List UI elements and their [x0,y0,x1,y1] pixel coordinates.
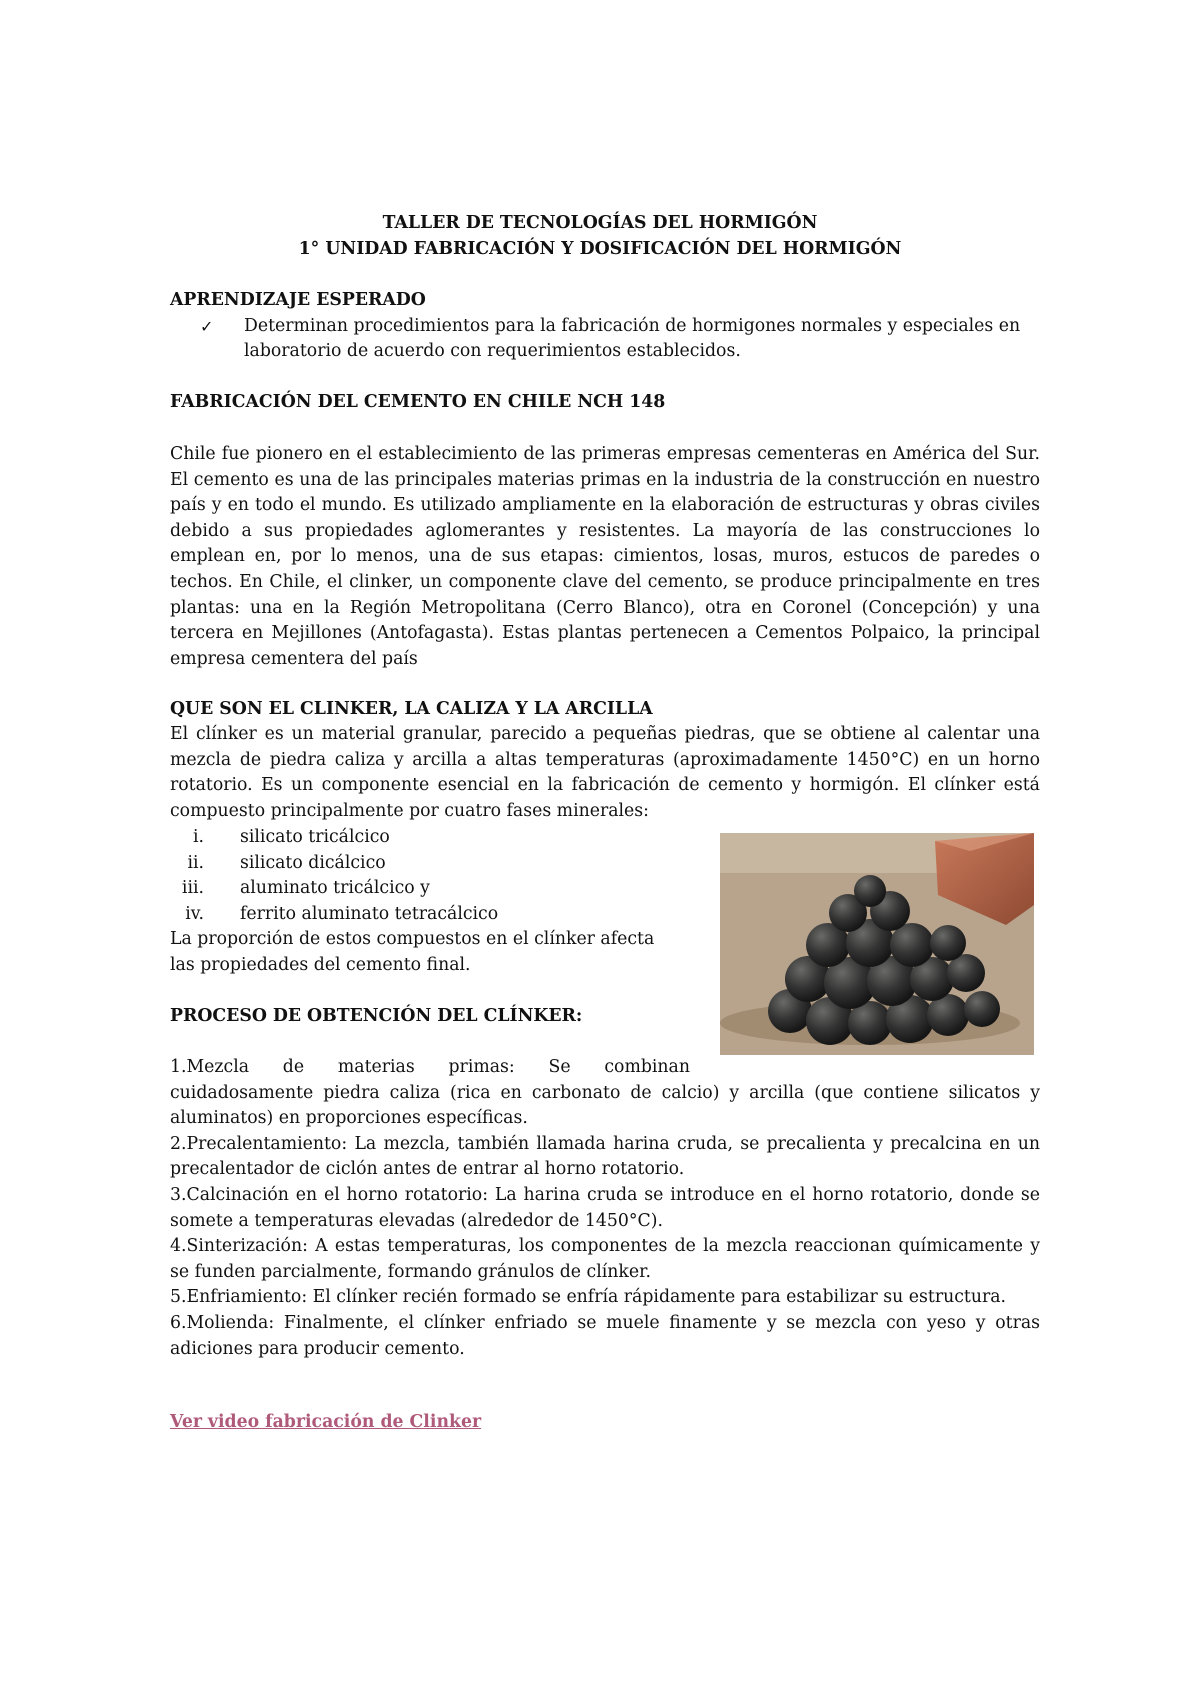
phase-item [170,902,690,928]
process-step: 6.Molienda: Finalmente, el clínker enfriado se muele finamente y se mezcla con yeso y otras adiciones para producir cemento. [170,1312,1040,1359]
clinker-closing-line-2: las propiedades del cemento final. [170,954,471,975]
phase-text: aluminato tricálcico y [240,878,430,899]
phase-item [170,825,690,851]
phase-list [170,825,690,927]
clinker-phases [170,825,690,979]
process-step: 5.Enfriamiento: El clínker recién formado se enfría rápidamente para estabilizar su estructura. [170,1287,1007,1308]
phase-text: ferrito aluminato tetracálcico [240,903,499,924]
phase-number: iv. [185,903,204,924]
phase-text: silicato tricálcico [240,827,390,847]
proceso-heading: PROCESO DE OBTENCIÓN DEL CLÍNKER: [170,1006,583,1026]
proceso-steps [170,1055,1040,1362]
clinker-heading: QUE SON EL CLINKER, LA CALIZA Y LA ARCILLA [170,699,653,719]
phase-number: ii. [187,852,204,873]
proceso-heading-block [170,1004,1040,1030]
phase-text: silicato dicálcico [240,852,386,873]
fabricacion-heading-block [170,390,1040,416]
process-step: 3.Calcinación en el horno rotatorio: La harina cruda se introduce en el horno rotatorio, donde se somete a temperaturas elevadas (alrededor de 1450°C). [170,1184,1040,1231]
aprendizaje-heading: APRENDIZAJE ESPERADO [170,290,426,310]
phase-item [170,851,690,877]
aprendizaje-item-text: Determinan procedimientos para la fabricación de hormigones normales y especiales en laboratorio de acuerdo con requerimientos establecidos. [244,315,1021,362]
video-link-block [170,1410,1040,1436]
aprendizaje-list [170,314,1040,365]
process-step: 4.Sinterización: A estas temperaturas, los componentes de la mezcla reaccionan químicamente y se funden parcialmente, formando gránulos de clínker. [170,1236,1040,1282]
clinker-closing-line-1: La proporción de estos compuestos en el clínker afecta [170,929,655,950]
fabricacion-paragraph: Chile fue pionero en el establecimiento de las primeras empresas cementeras en América del Sur. El cemento es una de las principales materias primas en la industria de la construcción en nuestro país y en todo el mundo. Es utilizado ampliamente en la elaboración de estructuras y obras civiles debido a sus propiedades aglomerantes y resistentes. La mayoría de las construcciones lo emplean en, por lo menos, una de sus etapas: cimientos, losas, muros, estucos de paredes o techos. En Chile, el clinker, un componente clave del cemento, se produce principalmente en tres plantas: una en la Región Metropolitana (Cerro Blanco), otra en Coronel (Concepción) y una tercera en Mejillones (Antofagasta). Estas plantas pertenecen a Cementos Polpaico, la principal empresa cementera del país [170,444,1040,669]
title-line-1: TALLER DE TECNOLOGÍAS DEL HORMIGÓN [382,213,818,233]
phase-number: iii. [181,878,204,899]
step1-lead: 1.Mezcla de materias primas: Se combinan [170,1057,690,1077]
phase-number: i. [192,827,204,847]
aprendizaje-item [170,314,1040,365]
fabricacion-heading: FABRICACIÓN DEL CEMENTO EN CHILE NCH 148 [170,392,666,412]
checkmark-icon: ✓ [200,316,214,336]
document-title [0,211,1200,262]
clinker-heading-block [170,697,1040,723]
video-link[interactable]: Ver video fabricación de Clinker [170,1412,482,1432]
aprendizaje-section [170,288,1040,365]
title-line-2: 1° UNIDAD FABRICACIÓN Y DOSIFICACIÓN DEL HORMIGÓN [298,238,902,259]
step1-rest: cuidadosamente piedra caliza (rica en carbonato de calcio) y arcilla (que contiene silicatos y aluminatos) en proporciones específicas. [170,1082,1040,1129]
phase-item [170,876,690,902]
process-step: 2.Precalentamiento: La mezcla, también llamada harina cruda, se precalienta y precalcina en un precalentador de ciclón antes de entrar al horno rotatorio. [170,1133,1040,1180]
clinker-paragraph: El clínker es un material granular, parecido a pequeñas piedras, que se obtiene al calentar una mezcla de piedra caliza y arcilla a altas temperaturas (aproximadamente 1450°C) en un horno rotatorio. Es un componente esencial en la fabricación de cemento y hormigón. El clínker está compuesto principalmente por cuatro fases minerales: [170,724,1040,821]
